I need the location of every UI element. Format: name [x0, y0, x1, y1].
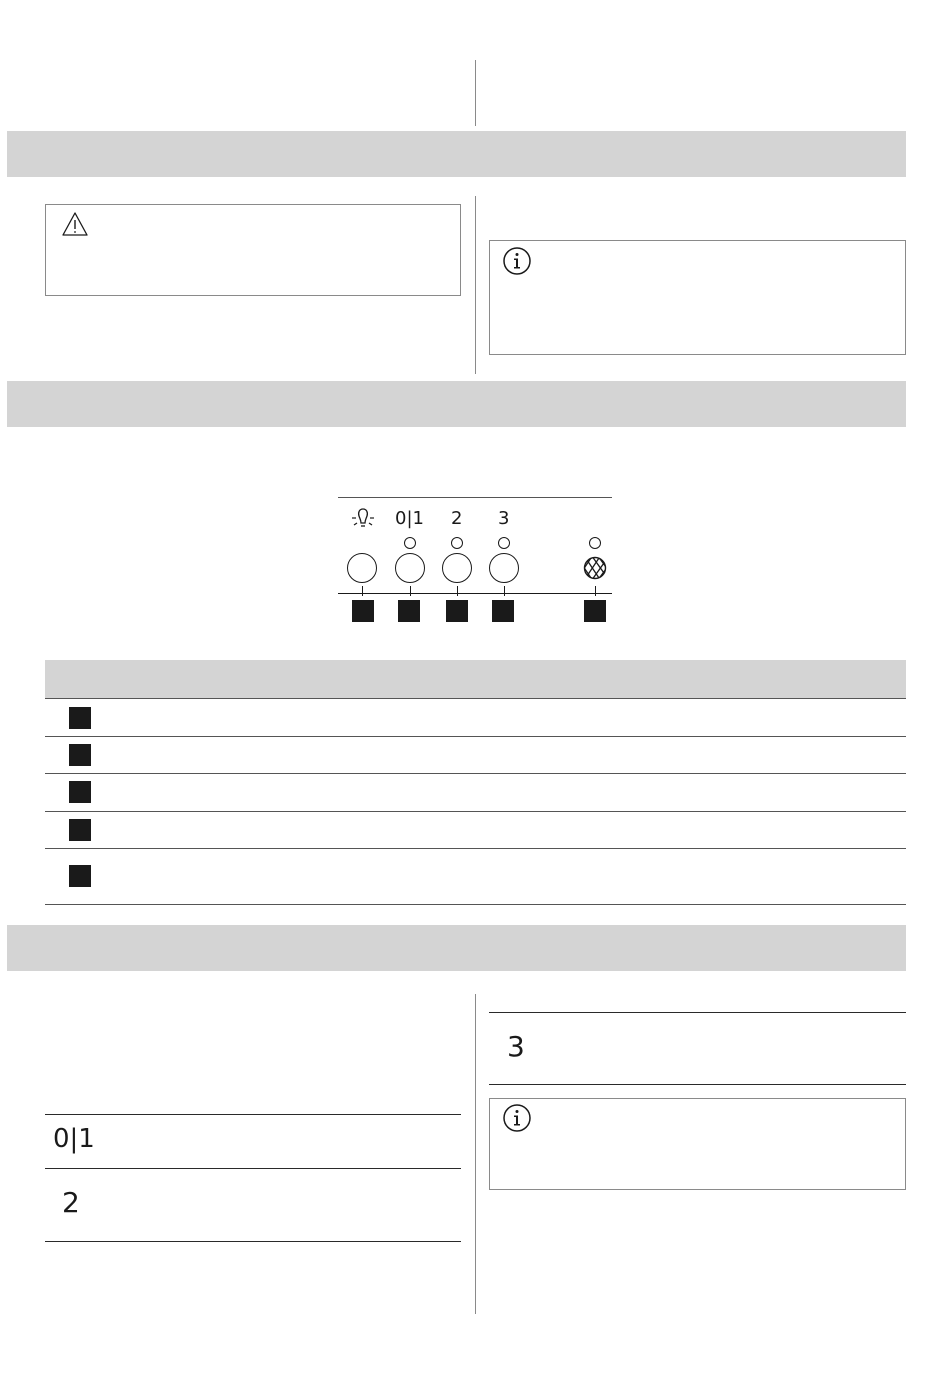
- table-row: [45, 774, 906, 811]
- on-off-speed-1-button[interactable]: [395, 553, 425, 583]
- light-bulb-icon: [350, 506, 376, 535]
- row-marker-1: [69, 707, 91, 729]
- speed-label-3: 3: [507, 1030, 525, 1063]
- row-marker-2: [69, 744, 91, 766]
- info-circle-icon: [502, 246, 532, 281]
- callout-tick-1: [362, 586, 363, 596]
- column-divider-section-1: [475, 196, 476, 374]
- speed-2-button[interactable]: [442, 553, 472, 583]
- speed-table-right-bottom-rule: [489, 1084, 906, 1085]
- speed-table-right-top-rule: [489, 1012, 906, 1013]
- led-filter: [589, 537, 601, 549]
- column-divider-top: [475, 60, 476, 126]
- speed-3-button[interactable]: [489, 553, 519, 583]
- callout-tick-3: [457, 586, 458, 596]
- panel-label-0-1: 0|1: [395, 508, 424, 529]
- table-row: [45, 699, 906, 736]
- callout-tick-2: [410, 586, 411, 596]
- callout-marker-2: [398, 600, 420, 622]
- callout-marker-3: [446, 600, 468, 622]
- speed-table-bottom-rule: [45, 1241, 461, 1242]
- callout-marker-4: [492, 600, 514, 622]
- info-box-top: [489, 240, 906, 355]
- section-header-band-3: [7, 925, 906, 971]
- grease-filter-icon: [583, 556, 607, 585]
- callout-tick-4: [504, 586, 505, 596]
- light-button[interactable]: [347, 553, 377, 583]
- speed-table-top-rule: [45, 1114, 461, 1115]
- section-header-band-1: [7, 131, 906, 177]
- panel-label-3: 3: [498, 508, 510, 529]
- row-marker-3: [69, 781, 91, 803]
- led-3: [498, 537, 510, 549]
- callout-marker-1: [352, 600, 374, 622]
- warning-triangle-icon: [61, 211, 89, 242]
- callout-tick-5: [595, 586, 596, 596]
- row-marker-4: [69, 819, 91, 841]
- panel-label-2: 2: [451, 508, 463, 529]
- row-rule: [45, 904, 906, 905]
- speed-label-0-1: 0|1: [53, 1124, 95, 1154]
- legend-table: [45, 660, 906, 905]
- info-box-bottom: [489, 1098, 906, 1190]
- row-marker-5: [69, 865, 91, 887]
- speed-table-rule: [45, 1168, 461, 1169]
- led-0-1: [404, 537, 416, 549]
- panel-bottom-edge: [338, 593, 612, 594]
- table-row: [45, 812, 906, 849]
- callout-marker-5: [584, 600, 606, 622]
- legend-table-header: [45, 660, 906, 698]
- section-header-band-2: [7, 381, 906, 427]
- speed-label-2: 2: [62, 1186, 80, 1219]
- table-row: [45, 737, 906, 774]
- table-row: [45, 849, 906, 904]
- info-circle-icon: [502, 1103, 532, 1138]
- column-divider-section-3: [475, 994, 476, 1314]
- panel-top-edge: [338, 497, 612, 498]
- warning-box: [45, 204, 461, 296]
- led-2: [451, 537, 463, 549]
